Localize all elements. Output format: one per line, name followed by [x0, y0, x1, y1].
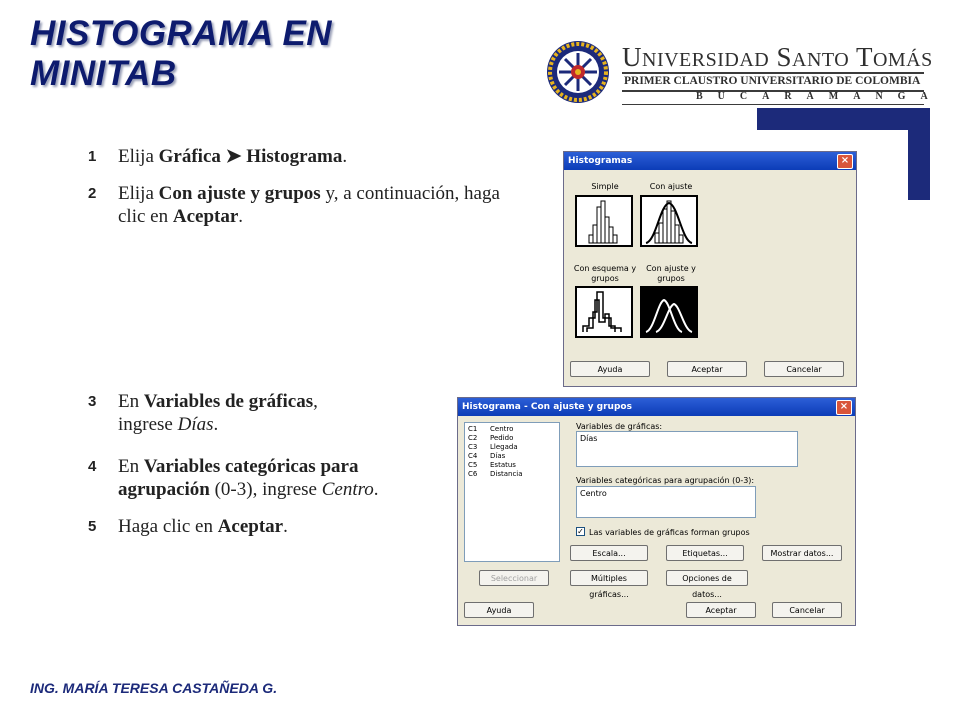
close-icon[interactable]: × — [837, 154, 853, 169]
histogram-simple-option[interactable] — [575, 195, 633, 247]
data-options-button[interactable]: Opciones de datos... — [666, 570, 748, 586]
step-number: 4 — [88, 458, 97, 475]
labels-button[interactable]: Etiquetas... — [666, 545, 744, 561]
university-subtitle: PRIMER CLAUSTRO UNIVERSITARIO DE COLOMBIA — [624, 75, 921, 87]
step-text: En Variables categóricas para agrupación (0-3), ingrese Centro. — [118, 456, 379, 500]
step-number: 3 — [88, 393, 97, 410]
list-item[interactable]: C2 Pedido — [468, 434, 514, 442]
close-icon[interactable]: × — [836, 400, 852, 415]
step-number: 5 — [88, 518, 97, 535]
scale-button[interactable]: Escala... — [570, 545, 648, 561]
corner-bar-horizontal — [757, 108, 930, 130]
option-label-simple: Simple — [591, 182, 619, 191]
option-label-fit-groups: Con ajuste y grupos — [646, 264, 696, 283]
dialog-title: Histograma - Con ajuste y grupos — [462, 402, 632, 412]
help-button[interactable]: Ayuda — [570, 361, 650, 377]
data-view-button[interactable]: Mostrar datos... — [762, 545, 842, 561]
group-variables-field[interactable]: Centro — [576, 486, 756, 518]
corner-bar-vertical — [908, 108, 930, 200]
group-variables-label: Variables categóricas para agrupación (0-3): — [576, 476, 755, 485]
histogram-fit-groups-icon — [642, 288, 696, 336]
dialog-title: Histogramas — [568, 156, 633, 166]
graph-variables-field[interactable]: Días — [576, 431, 798, 467]
list-item[interactable]: C5 Estatus — [468, 461, 516, 469]
dialog-titlebar — [564, 152, 856, 170]
author-footer: ING. MARÍA TERESA CASTAÑEDA G. — [30, 680, 278, 696]
select-button[interactable]: Seleccionar — [479, 570, 549, 586]
step-text: Elija Gráfica ➤ Histograma. — [118, 146, 348, 167]
logo-rule — [622, 104, 924, 105]
list-item[interactable]: C1 Centro — [468, 425, 514, 433]
list-item[interactable]: C6 Distancia — [468, 470, 523, 478]
column-list[interactable] — [464, 422, 560, 562]
histogram-simple-icon — [577, 197, 631, 245]
ok-button[interactable]: Aceptar — [686, 602, 756, 618]
step-number: 2 — [88, 185, 97, 202]
multiple-graphs-button[interactable]: Múltiples gráficas... — [570, 570, 648, 586]
step-number: 1 — [88, 148, 97, 165]
option-label-fit: Con ajuste — [649, 182, 693, 191]
step-text: Elija Con ajuste y grupos y, a continuación, haga clic en Aceptar. — [118, 183, 500, 227]
option-label-outline-groups: Con esquema y grupos — [573, 264, 637, 283]
histogram-fit-groups-option[interactable] — [640, 286, 698, 338]
groups-checkbox[interactable]: ✓ — [577, 527, 584, 536]
histogram-fit-option[interactable] — [640, 195, 698, 247]
graph-variables-label: Variables de gráficas: — [576, 422, 663, 431]
ok-button[interactable]: Aceptar — [667, 361, 747, 377]
university-logo — [546, 40, 943, 106]
logo-rule — [622, 72, 924, 74]
histogram-fit-groups-dialog — [457, 397, 856, 626]
slide-title-line2: MINITAB — [30, 54, 177, 93]
cancel-button[interactable]: Cancelar — [764, 361, 844, 377]
histogram-outline-groups-icon — [577, 288, 631, 336]
slide-title-line1: HISTOGRAMA EN — [30, 14, 333, 53]
histogram-fit-icon — [642, 197, 696, 245]
histogram-outline-groups-option[interactable] — [575, 286, 633, 338]
university-seal-icon — [546, 40, 610, 104]
cancel-button[interactable]: Cancelar — [772, 602, 842, 618]
slide-title — [30, 14, 430, 94]
list-item[interactable]: C3 Llegada — [468, 443, 518, 451]
university-name: UNIVERSIDAD SANTO TOMÁS — [622, 42, 933, 72]
step-text: Haga clic en Aceptar. — [118, 516, 288, 537]
step-text: En Variables de gráficas, ingrese Días. — [118, 391, 318, 435]
dialog-titlebar — [458, 398, 855, 416]
groups-checkbox-label: Las variables de gráficas forman grupos — [589, 528, 750, 537]
histogram-type-dialog — [563, 151, 857, 387]
list-item[interactable]: C4 Días — [468, 452, 506, 460]
help-button[interactable]: Ayuda — [464, 602, 534, 618]
university-city: BUCARAMANGA — [696, 91, 943, 102]
